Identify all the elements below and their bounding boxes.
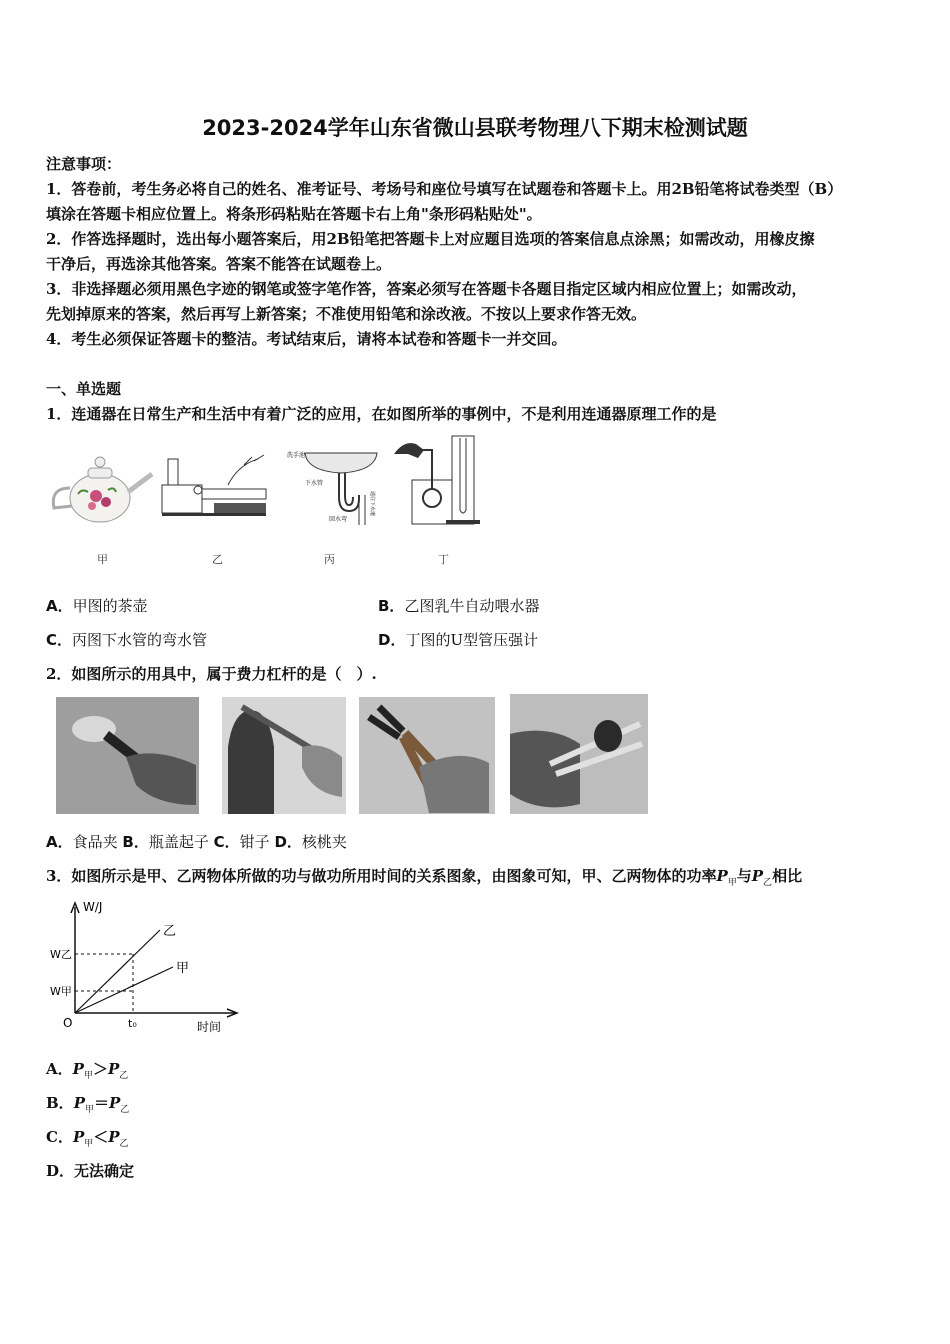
- w-jia-label: W甲: [50, 985, 72, 998]
- option-key: B．: [46, 1094, 74, 1112]
- q1-option-a[interactable]: [46, 595, 148, 616]
- q2-option-d[interactable]: [274, 833, 346, 851]
- sub-jia: 甲: [727, 878, 737, 888]
- option-key: A．: [46, 597, 73, 615]
- relation: ＜: [93, 1128, 109, 1146]
- option-key: C．: [46, 1128, 73, 1146]
- y-label: W/J: [83, 900, 103, 914]
- q2-option-b[interactable]: [122, 833, 208, 851]
- sub-yi: 乙: [120, 1105, 130, 1115]
- q2-stem: 2．如图所示的用具中，属于费力杠杆的是（ ）.: [46, 665, 377, 683]
- notice-line: 填涂在答题卡相应位置上。将条形码粘贴在答题卡右上角"条形码粘贴处"。: [46, 205, 542, 223]
- q3-option-c[interactable]: [46, 1126, 129, 1149]
- q2-option-c[interactable]: [214, 833, 270, 851]
- q3-option-a[interactable]: [46, 1058, 128, 1081]
- q1-option-d[interactable]: [378, 629, 538, 650]
- option-key: D．: [378, 631, 406, 649]
- option-key: B．: [122, 833, 149, 851]
- notice-line: 干净后，再选涂其他答案。答案不能答在试题卷上。: [46, 255, 392, 273]
- nutcracker-photo: [510, 694, 648, 814]
- q1-caption: 丙: [324, 553, 335, 566]
- food-tongs-photo: [56, 697, 199, 814]
- power-symbol: P: [751, 867, 764, 885]
- wash-label: 洗手池: [287, 452, 306, 459]
- option-key: A．: [46, 833, 73, 851]
- sink-figure: [285, 445, 390, 530]
- q3-stem-text: 3．如图所示是甲、乙两物体所做的功与做功所用时间的关系图象，由图象可知，甲、乙两物体的功率: [46, 867, 717, 885]
- option-text: 乙图乳牛自动喂水器: [404, 597, 540, 615]
- q3-option-d[interactable]: [46, 1160, 134, 1181]
- option-key: C．: [213, 833, 240, 851]
- notice-line: 3．非选择题必须用黑色字迹的钢笔或签字笔作答，答案必须写在答题卡各题目指定区域内相应位置上；如需改动，: [46, 280, 807, 298]
- sub-jia: 甲: [83, 1071, 93, 1081]
- q3-stem-text: 与: [736, 867, 752, 885]
- option-text: 丁图的U型管压强计: [405, 631, 539, 649]
- power-symbol: P: [107, 1060, 120, 1078]
- t0-label: t₀: [128, 1017, 137, 1030]
- x-label: 时间: [197, 1020, 222, 1034]
- q1-stem: 1．连通器在日常生产和生活中有着广泛的应用，在如图所举的事例中，不是利用连通器原理工作的是: [46, 405, 717, 423]
- q3-option-b[interactable]: [46, 1092, 129, 1115]
- bend-label: 回水弯: [329, 516, 348, 523]
- origin-label: O: [63, 1016, 73, 1030]
- option-text: 核桃夹: [301, 833, 347, 851]
- option-text: 瓶盖起子: [148, 833, 209, 851]
- line-jia: [75, 967, 173, 1013]
- power-symbol: P: [109, 1094, 121, 1112]
- q1-option-c[interactable]: [46, 629, 207, 650]
- sub-yi: 乙: [119, 1071, 129, 1081]
- option-text: 无法确定: [74, 1162, 135, 1180]
- q2-option-a[interactable]: [46, 833, 118, 851]
- q3-stem-text: 相比: [772, 867, 803, 885]
- sub-yi: 乙: [763, 878, 773, 888]
- q1-caption: 甲: [97, 553, 108, 566]
- power-symbol: P: [108, 1128, 120, 1146]
- option-key: D．: [274, 833, 302, 851]
- line-jia-label: 甲: [176, 961, 190, 976]
- power-symbol: P: [72, 1060, 84, 1078]
- power-symbol: P: [72, 1128, 85, 1146]
- option-key: C．: [46, 631, 73, 649]
- q2-options: [46, 831, 347, 852]
- relation: ＞: [92, 1060, 108, 1078]
- sub-jia: 甲: [84, 1105, 94, 1115]
- q1-caption: 丁: [438, 553, 449, 566]
- notice-line: 1．答卷前，考生务必将自己的姓名、准考证号、考场号和座位号填写在试题卷和答题卡上。用2B铅笔将试卷类型（B）: [46, 180, 843, 198]
- power-symbol: P: [716, 867, 728, 885]
- pipe-label: 下水管: [305, 480, 324, 487]
- notice-line: 4．考生必须保证答题卡的整洁。考试结束后，请将本试卷和答题卡一并交回。: [46, 330, 567, 348]
- sub-jia: 甲: [84, 1139, 94, 1149]
- notice-line: 2．作答选择题时，选出每小题答案后，用2B铅笔把答题卡上对应题目选项的答案信息点涂黑；如需改动，用橡皮擦: [46, 230, 815, 248]
- notice-heading: 注意事项：: [46, 155, 122, 173]
- bottle-opener-photo: [222, 697, 346, 814]
- option-key: A．: [46, 1060, 73, 1078]
- page-title: 2023-2024学年山东省微山县联考物理八下期末检测试题: [202, 116, 748, 140]
- sub-yi: 乙: [119, 1139, 129, 1149]
- option-text: 丙图下水管的弯水管: [72, 631, 208, 649]
- option-key: B．: [378, 597, 405, 615]
- manometer-figure: [390, 430, 485, 530]
- q3-stem: [46, 865, 802, 888]
- line-yi: [75, 930, 160, 1013]
- option-key: D．: [46, 1162, 75, 1180]
- pliers-photo: [359, 697, 495, 814]
- option-text: 钳子: [239, 833, 270, 851]
- teapot-figure: [48, 448, 158, 528]
- line-yi-label: 乙: [163, 924, 177, 939]
- cow-feeder-figure: [158, 445, 273, 520]
- w-yi-label: W乙: [50, 948, 72, 961]
- option-text: 甲图的茶壶: [72, 597, 148, 615]
- notice-line: 先划掉原来的答案，然后再写上新答案；不准使用铅笔和涂改液。不按以上要求作答无效。: [46, 305, 647, 323]
- q1-caption: 乙: [212, 553, 223, 566]
- option-text: 食品夹: [72, 833, 118, 851]
- work-time-graph: [45, 895, 245, 1040]
- q1-option-b[interactable]: [378, 595, 539, 616]
- section-heading: 一、单选题: [46, 380, 122, 398]
- relation: ＝: [93, 1094, 109, 1112]
- power-symbol: P: [73, 1094, 85, 1112]
- sewer-label: 通往下水道: [369, 491, 375, 517]
